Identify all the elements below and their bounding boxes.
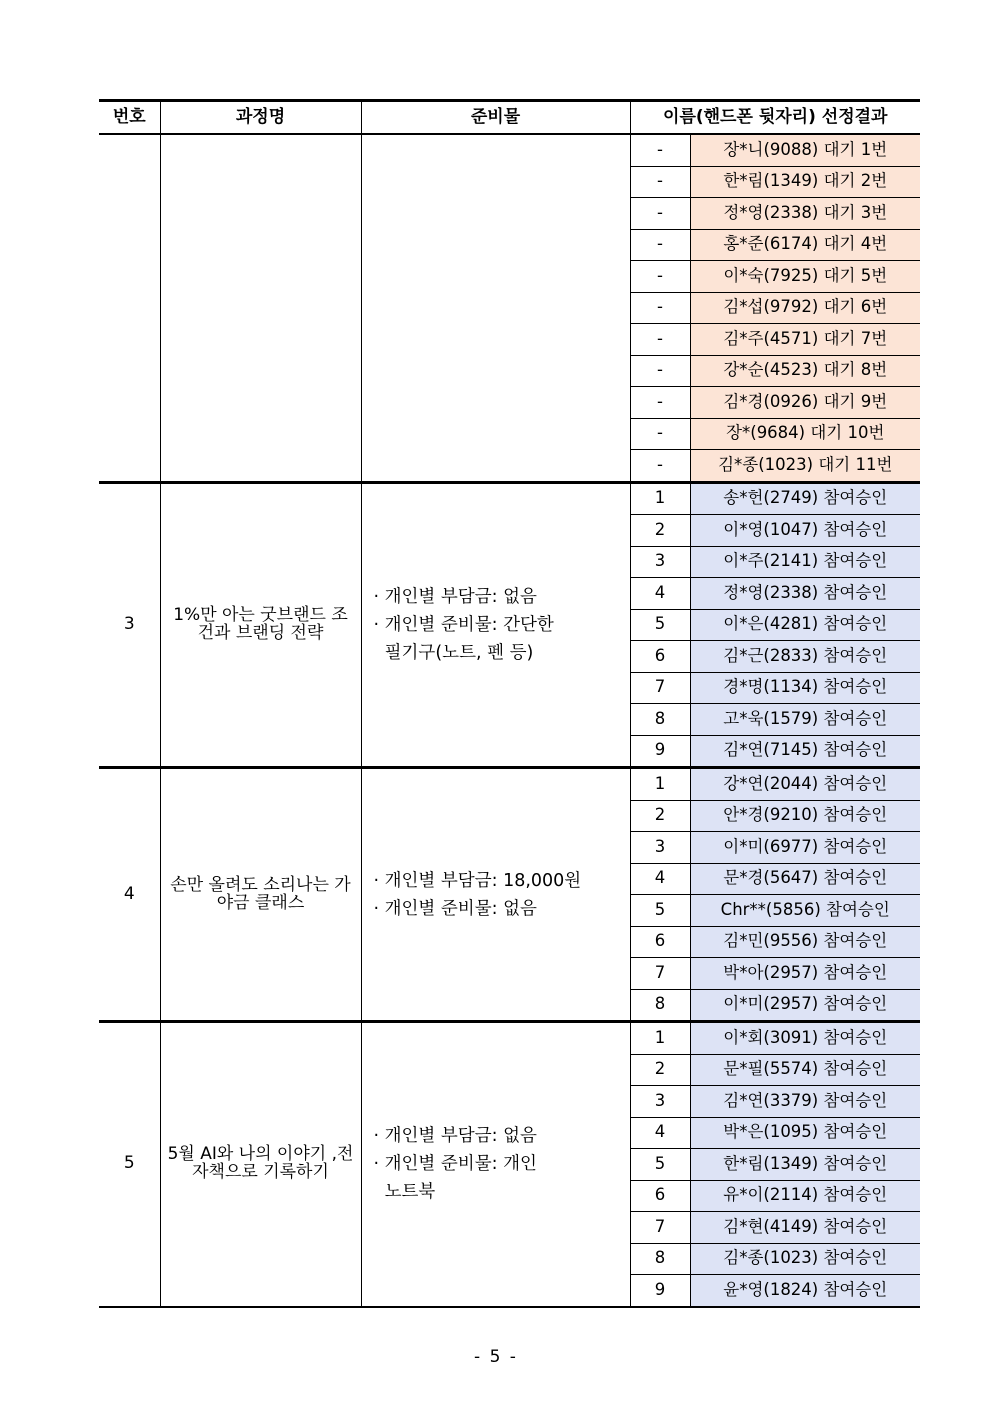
header-supplies: 준비물 bbox=[361, 101, 630, 135]
result-cell: 박*아(2957) 참여승인 bbox=[690, 958, 920, 990]
seq-cell: 8 bbox=[630, 704, 690, 736]
result-cell: 김*종(1023) 참여승인 bbox=[690, 1243, 920, 1275]
result-cell: 김*섭(9792) 대기 6번 bbox=[690, 292, 920, 324]
result-cell: 이*영(1047) 참여승인 bbox=[690, 515, 920, 547]
table-row bbox=[99, 482, 920, 515]
selection-results-table bbox=[99, 99, 920, 1308]
result-cell: 김*민(9556) 참여승인 bbox=[690, 926, 920, 958]
group-number-cell bbox=[99, 134, 160, 482]
seq-cell: 6 bbox=[630, 1180, 690, 1212]
result-cell: 김*경(0926) 대기 9번 bbox=[690, 387, 920, 419]
result-cell: 김*현(4149) 참여승인 bbox=[690, 1212, 920, 1244]
seq-cell: 9 bbox=[630, 1275, 690, 1307]
result-cell: 윤*영(1824) 참여승인 bbox=[690, 1275, 920, 1307]
seq-cell: - bbox=[630, 229, 690, 261]
seq-cell: 5 bbox=[630, 609, 690, 641]
seq-cell: - bbox=[630, 418, 690, 450]
seq-cell: 8 bbox=[630, 1243, 690, 1275]
group-number: 5 bbox=[99, 1022, 160, 1307]
seq-cell: 9 bbox=[630, 735, 690, 768]
seq-cell: 3 bbox=[630, 832, 690, 864]
seq-cell: - bbox=[630, 387, 690, 419]
table-header-row bbox=[99, 101, 920, 135]
seq-cell: 6 bbox=[630, 641, 690, 673]
result-cell: 강*연(2044) 참여승인 bbox=[690, 768, 920, 801]
supplies-line: · 개인별 준비물: 개인 bbox=[373, 1154, 537, 1175]
result-cell: 김*연(7145) 참여승인 bbox=[690, 735, 920, 768]
seq-cell: - bbox=[630, 450, 690, 483]
course-name: 5월 AI와 나의 이야기 ,전자책으로 기록하기 bbox=[160, 1022, 361, 1307]
seq-cell: 1 bbox=[630, 1022, 690, 1055]
table-row bbox=[99, 1022, 920, 1055]
result-cell: 한*림(1349) 대기 2번 bbox=[690, 166, 920, 198]
result-cell: 문*필(5574) 참여승인 bbox=[690, 1054, 920, 1086]
result-cell: 정*영(2338) 참여승인 bbox=[690, 578, 920, 610]
header-name: 이름(핸드폰 뒷자리) bbox=[663, 106, 816, 127]
result-cell: Chr**(5856) 참여승인 bbox=[690, 895, 920, 927]
result-cell: 홍*준(6174) 대기 4번 bbox=[690, 229, 920, 261]
seq-cell: - bbox=[630, 355, 690, 387]
result-cell: 강*순(4523) 대기 8번 bbox=[690, 355, 920, 387]
supplies-line: · 개인별 부담금: 18,000원 bbox=[373, 870, 582, 891]
seq-cell: 1 bbox=[630, 482, 690, 515]
result-cell: 이*회(3091) 참여승인 bbox=[690, 1022, 920, 1055]
supplies-cell bbox=[361, 1022, 630, 1307]
supplies-line: · 개인별 부담금: 없음 bbox=[373, 1126, 537, 1147]
result-cell: 김*주(4571) 대기 7번 bbox=[690, 324, 920, 356]
result-cell: 박*은(1095) 참여승인 bbox=[690, 1117, 920, 1149]
result-cell: 이*미(2957) 참여승인 bbox=[690, 989, 920, 1022]
supplies-cell bbox=[361, 768, 630, 1022]
course-cell bbox=[160, 134, 361, 482]
result-cell: 김*종(1023) 대기 11번 bbox=[690, 450, 920, 483]
seq-cell: 5 bbox=[630, 1149, 690, 1181]
result-cell: 이*미(6977) 참여승인 bbox=[690, 832, 920, 864]
header-name-result bbox=[630, 101, 920, 135]
supplies-line: 필기구(노트, 펜 등) bbox=[373, 642, 534, 663]
result-cell: 안*경(9210) 참여승인 bbox=[690, 800, 920, 832]
seq-cell: 2 bbox=[630, 800, 690, 832]
header-number: 번호 bbox=[99, 101, 160, 135]
seq-cell: - bbox=[630, 261, 690, 293]
header-course: 과정명 bbox=[160, 101, 361, 135]
result-cell: 유*이(2114) 참여승인 bbox=[690, 1180, 920, 1212]
table-row bbox=[99, 768, 920, 801]
seq-cell: - bbox=[630, 324, 690, 356]
result-cell: 김*연(3379) 참여승인 bbox=[690, 1086, 920, 1118]
result-cell: 장*(9684) 대기 10번 bbox=[690, 418, 920, 450]
seq-cell: 4 bbox=[630, 1117, 690, 1149]
seq-cell: 1 bbox=[630, 768, 690, 801]
supplies-line: · 개인별 준비물: 간단한 bbox=[373, 614, 554, 635]
result-cell: 송*헌(2749) 참여승인 bbox=[690, 482, 920, 515]
result-cell: 한*림(1349) 참여승인 bbox=[690, 1149, 920, 1181]
supplies-cell bbox=[361, 482, 630, 768]
supplies-line: · 개인별 부담금: 없음 bbox=[373, 586, 537, 607]
supplies-line: · 개인별 준비물: 없음 bbox=[373, 898, 537, 919]
result-cell: 정*영(2338) 대기 3번 bbox=[690, 198, 920, 230]
seq-cell: 8 bbox=[630, 989, 690, 1022]
result-cell: 이*주(2141) 참여승인 bbox=[690, 546, 920, 578]
seq-cell: 7 bbox=[630, 1212, 690, 1244]
table-row bbox=[99, 134, 920, 166]
seq-cell: - bbox=[630, 134, 690, 166]
result-cell: 김*근(2833) 참여승인 bbox=[690, 641, 920, 673]
seq-cell: - bbox=[630, 166, 690, 198]
seq-cell: 4 bbox=[630, 578, 690, 610]
seq-cell: 4 bbox=[630, 863, 690, 895]
result-cell: 장*니(9088) 대기 1번 bbox=[690, 134, 920, 166]
result-cell: 문*경(5647) 참여승인 bbox=[690, 863, 920, 895]
supplies-cell bbox=[361, 134, 630, 482]
seq-cell: - bbox=[630, 292, 690, 324]
seq-cell: 3 bbox=[630, 546, 690, 578]
seq-cell: 2 bbox=[630, 515, 690, 547]
group-number: 4 bbox=[99, 768, 160, 1022]
seq-cell: 6 bbox=[630, 926, 690, 958]
seq-cell: - bbox=[630, 198, 690, 230]
seq-cell: 7 bbox=[630, 672, 690, 704]
seq-cell: 7 bbox=[630, 958, 690, 990]
result-cell: 이*은(4281) 참여승인 bbox=[690, 609, 920, 641]
seq-cell: 3 bbox=[630, 1086, 690, 1118]
course-name: 손만 올려도 소리나는 가야금 클래스 bbox=[160, 768, 361, 1022]
group-number: 3 bbox=[99, 482, 160, 768]
result-cell: 경*명(1134) 참여승인 bbox=[690, 672, 920, 704]
result-cell: 이*숙(7925) 대기 5번 bbox=[690, 261, 920, 293]
supplies-line: 노트북 bbox=[373, 1182, 436, 1203]
seq-cell: 5 bbox=[630, 895, 690, 927]
course-name: 1%만 아는 굿브랜드 조건과 브랜딩 전략 bbox=[160, 482, 361, 768]
header-result: 선정결과 bbox=[821, 106, 888, 127]
page-number: - 5 - bbox=[474, 1347, 518, 1367]
seq-cell: 2 bbox=[630, 1054, 690, 1086]
result-cell: 고*욱(1579) 참여승인 bbox=[690, 704, 920, 736]
